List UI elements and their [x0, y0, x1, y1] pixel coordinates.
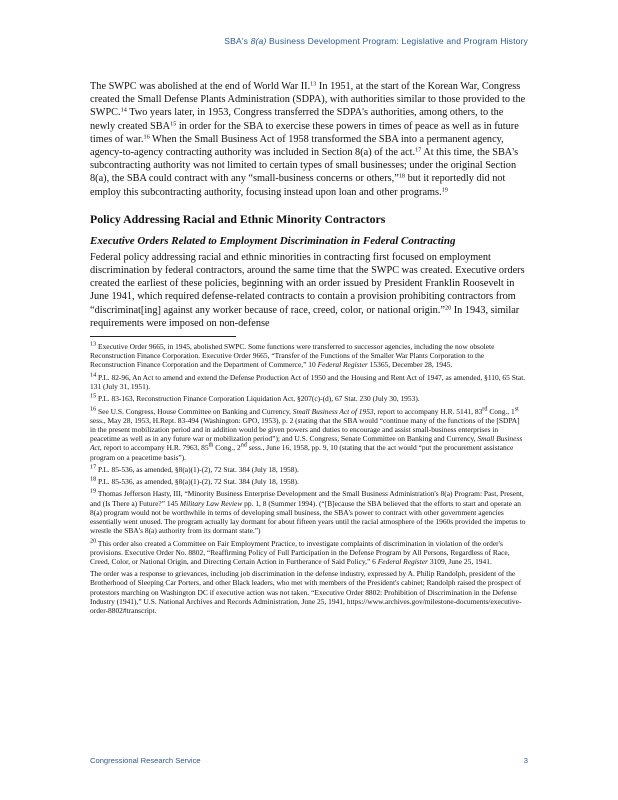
- footnote-16: $^{16}$ See U.S. Congress, House Committee on Banking and Currency, Small Business Act of 1953, report to accompany H.R. 5141, 83rd Cong., 1st sess., May 28, 1953, H.Rept. 83-494 (Washington: GPO, 1953), p. 2 (stating that the SBA would “continue many of the functions of the [SDPA] in the present mobilization period and in addition would be given powers and duties to encourage and assist small-business enterprises in peacetime as well as in any future war or mobilization period”); and U.S. Congress, Senate Committee on Banking and Currency, Small Business Act, report to accompany H.R. 7963, 85th Cong., 2nd sess., June 16, 1958, pp. 9, 10 (stating that the act would “put the procurement assistance program on a peacetime basis”).: [90, 405, 523, 462]
- footnote-20: $^{20}$ This order also created a Committee on Fair Employment Practice, to investigate complaints of discrimination in violation of the order's provisions. Executive Order No. 8802, “Reaffirming Policy of Full Participation in the Defense Program by All Persons, Regardless of Race, Creed, Color, or National Origin, and Directing Certain Action in Furtherance of Said Policy,” 6 Federal Register 3109, June 25, 1941.: [90, 537, 510, 566]
- running-header: SBA's 8(a) Business Development Program: Legislative and Program History: [224, 36, 528, 46]
- footnote-15: $^{15}$ P.L. 83-163, Reconstruction Finance Corporation Liquidation Act, §207(c)-(d), 67 Stat. 230 (July 30, 1953).: [90, 392, 420, 404]
- footnote-19: $^{19}$ Thomas Jefferson Hasty, III, “Minority Business Enterprise Development and the Small Business Administration's 8(a) Program: Past, Present, and (Is There a) Future?” 145 Military Law Review pp. 1, 8 (Summer 1994). (“[B]ecause the SBA believed that the efforts to start and operate an 8(a) program would not be worthwhile in terms of developing small business, the SBA's power to contract with other government agencies essentially went unused. The program actually lay dormant for about fifteen years until the racial atmosphere of the 1960s provided the impetus to wrestle the SBA's 8(a) authority from its dormant state.”): [90, 488, 526, 536]
- footnote-ref-16[interactable]: 16: [143, 133, 150, 141]
- footnote-divider: [90, 336, 236, 337]
- paragraph-swpc-history: The SWPC was abolished at the end of World War II.$^{13}$ In 1951, at the start of the Korean War, Congress created the Small Defense Plants Administration (SDPA), with authorities similar to those provided to the SWPC.$^{14}$ Two years later, in 1953, Congress transferred the SDPA's authorities, among others, to the newly created SBA$^{15}$ in order for the SBA to exercise these powers in times of peace as well as in future times of war.$^{16}$ When the Small Business Act of 1958 transformed the SBA into a permanent agency, agency-to-agency contracting authority was included in Section 8(a) of the act.$^{17}$ At this time, the SBA's subcontracting authority was not limited to certain types of small businesses; under the original Section 8(a), the SBA could contract with any “small-business concerns or others,”$^{18}$ but it reportedly did not employ this subcontracting authority, focusing instead upon loan and other programs.$^{19}$: [90, 80, 526, 198]
- paragraph-executive-orders: Federal policy addressing racial and ethnic minorities in contracting first focused on employment discrimination by federal contractors, around the same time that the SWPC was created. Executive orders created the earliest of these policies, beginning with an order issued by President Franklin Roosevelt in June 1941, which required defense-related contracts to contain a provision prohibiting contractors from “discriminat[ing] against any worker because of race, creed, color, or national origin.”$^{20}$ In 1943, similar requirements were imposed on non-defense: [90, 251, 525, 329]
- footnote-ref-17[interactable]: 17: [415, 146, 422, 154]
- page-footer: [90, 756, 528, 765]
- page-number: 3: [523, 756, 528, 765]
- footnote-ref-19[interactable]: 19: [441, 186, 448, 194]
- section-heading: Policy Addressing Racial and Ethnic Minority Contractors: [90, 211, 386, 226]
- footer-source: Congressional Research Service: [90, 756, 201, 765]
- footnote-17: $^{17}$ P.L. 85-536, as amended, §8(a)(1)-(2), 72 Stat. 384 (July 18, 1958).: [90, 463, 299, 474]
- footnote-ref-13[interactable]: 13: [310, 80, 317, 88]
- footnote-ref-15[interactable]: 15: [170, 120, 177, 128]
- footnote-ref-14[interactable]: 14: [120, 107, 127, 115]
- footnote-ref-18[interactable]: 18: [398, 173, 406, 181]
- program-name: 8(a): [250, 36, 267, 46]
- subsection-heading: Executive Orders Related to Employment Discrimination in Federal Contracting: [90, 234, 456, 247]
- footnote-18: $^{18}$ P.L. 85-536, as amended, §8(a)(1)-(2), 72 Stat. 384 (July 18, 1958).: [90, 475, 299, 487]
- footnote-ref-20[interactable]: 20: [444, 304, 452, 312]
- footnote-20-continued: The order was a response to grievances, including job discrimination in the defense industry, expressed by A. Philip Randolph, president of the Brotherhood of Sleeping Car Porters, and other Black leaders, who met with members of the President's cabinet; Randolph raised the prospect of protestors marching on Washington DC if executive action was not taken. “Executive Order 8802: Prohibition of Discrimination in the Defense Industry (1941),” U.S. National Archives and Records Administration, June 25, 1941, https://www.archives.gov/milestone-documents/executive-order-8802#transcript.: [90, 569, 522, 616]
- footnote-14: $^{14}$ P.L. 82-96, An Act to amend and extend the Defense Production Act of 1950 and the Housing and Rent Act of 1947, as amended, §110, 65 Stat. 131 (July 31, 1951).: [90, 371, 526, 391]
- footnote-13: $^{13}$ Executive Order 9665, in 1945, abolished SWPC. Some functions were transferred to successor agencies, including the now obsolete Reconstruction Finance Corporation. Executive Order 9665, “Transfer of the Functions of the Smaller War Plants Corporation to the Reconstruction Finance Corporation and the Department of Commerce,” 10 Federal Register 15365, December 28, 1945.: [90, 340, 495, 370]
- page-body: [90, 80, 526, 618]
